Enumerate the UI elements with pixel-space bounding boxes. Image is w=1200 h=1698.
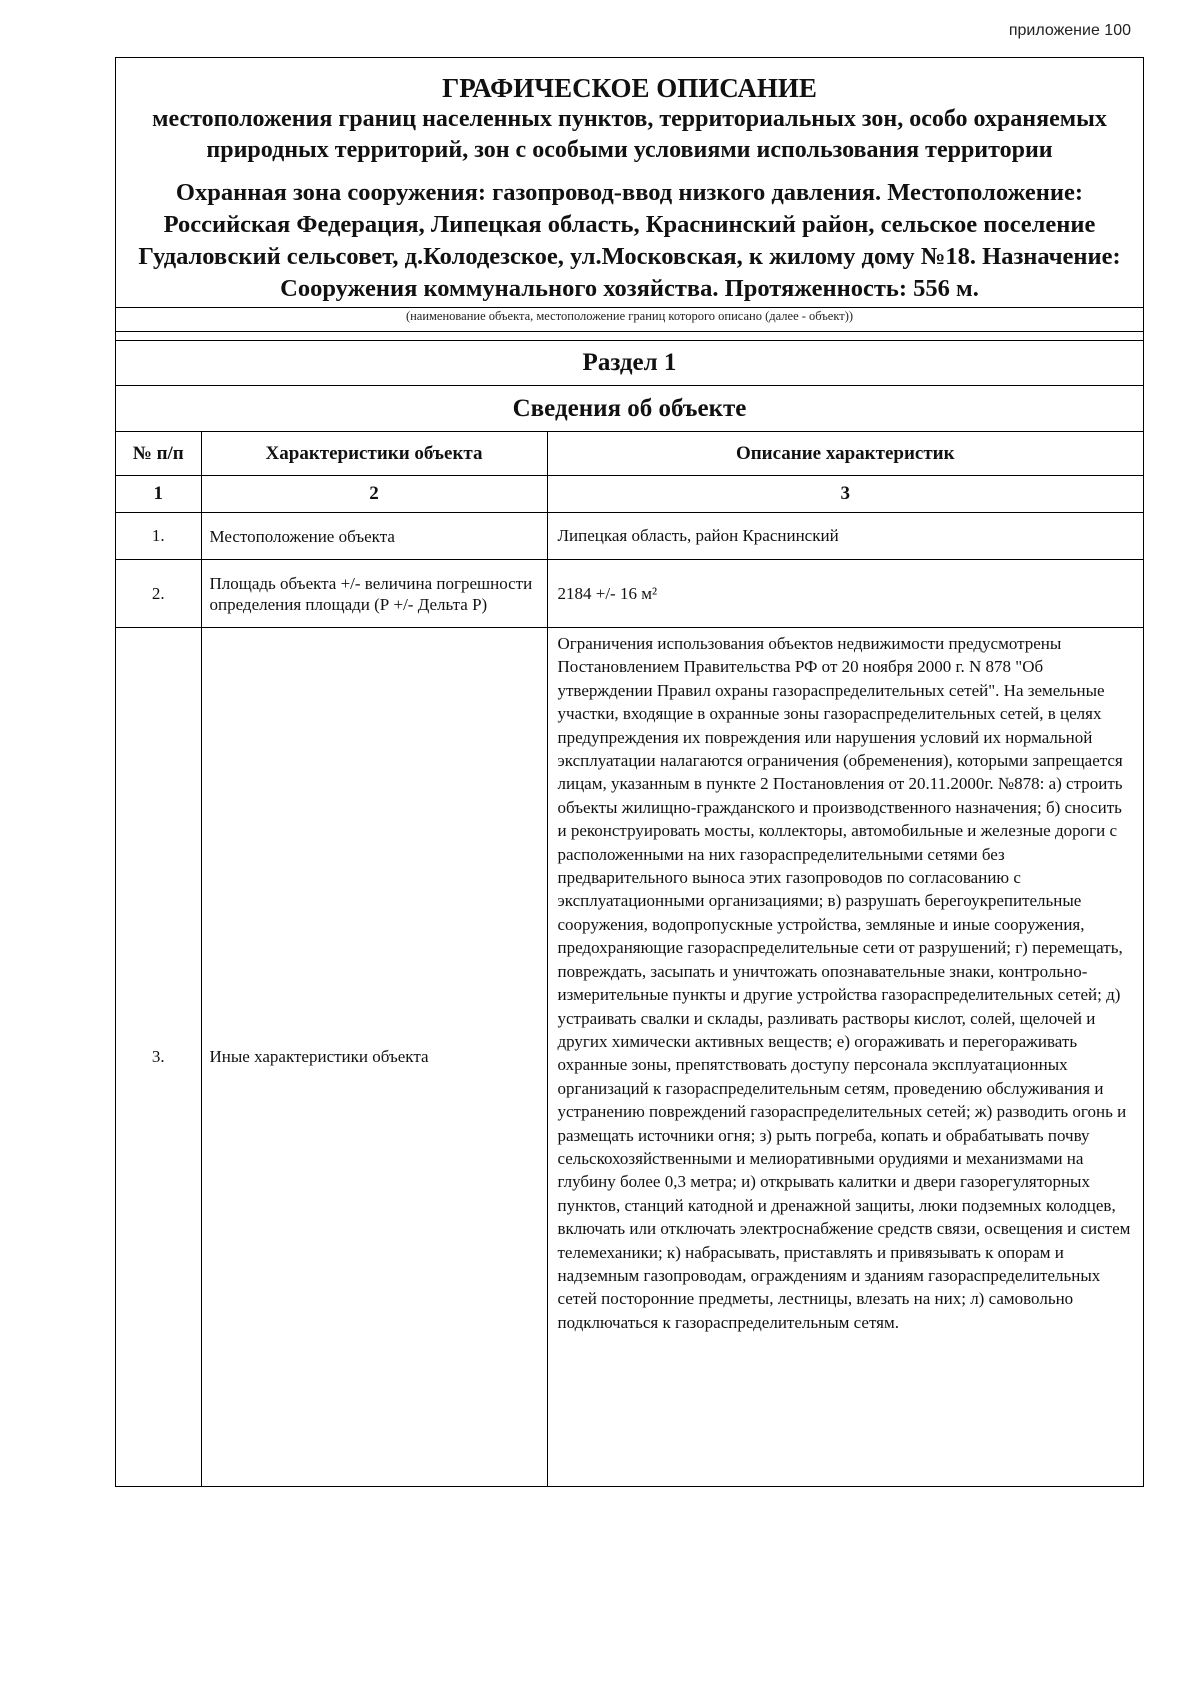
row-number: 1. bbox=[116, 513, 201, 560]
column-number: 3 bbox=[547, 476, 1143, 513]
row-description: Ограничения использования объектов недвижимости предусмотрены Постановлением Правительства РФ от 20 ноября 2000 г. N 878 "Об утверждении Правил охраны газораспределительных сетей". На земельные участки, входящие в охранные зоны газораспределительных сетей, в целях предупреждения их повреждения или нарушения условий их нормальной эксплуатации налагаются ограничения (обременения), которыми запрещается лицам, указанным в пункте 2 Постановления от 20.11.2000г. №878: а) строить объекты жилищно-гражданского и производственного назначения; б) сносить и реконструировать мосты, коллекторы, автомобильные и железные дороги с расположенными на них газораспределительными сетями без предварительного выноса этих газопроводов по согласованию с эксплуатационными организациями; в) разрушать берегоукрепительные сооружения, водопропускные устройства, земляные и иные сооружения, предохраняющие газораспределительные сети от разрушений; г) перемещать, повреждать, засыпать и уничтожать опознавательные знаки, контрольно-измерительные пункты и другие устройства газораспределительных сетей; д) устраивать свалки и склады, разливать растворы кислот, солей, щелочей и других химически активных веществ; е) огораживать и перегораживать охранные зоны, препятствовать доступу персонала эксплуатационных организаций к газораспределительным сетям, проведению обслуживания и устранению повреждений газораспределительных сетей; ж) разводить огонь и размещать источники огня; з) рыть погреба, копать и обрабатывать почву сельскохозяйственными и мелиоративными орудиями и механизмами на глубину более 0,3 метра; и) открывать калитки и двери газорегуляторных пунктов, станций катодной и дренажной защиты, люки подземных колодцев, включать или отключать электроснабжение средств связи, освещения и систем телемеханики; к) набрасывать, приставлять и привязывать к опорам и надземным газопроводам, ограждениям и зданиям газораспределительных сетей посторонние предметы, лестницы, влезать на них; л) самовольно подключаться к газораспределительным сетям. bbox=[547, 628, 1143, 1486]
document-title: ГРАФИЧЕСКОЕ ОПИСАНИЕ bbox=[442, 73, 817, 103]
spacer-row bbox=[116, 331, 1143, 340]
column-header-number: № п/п bbox=[116, 432, 201, 476]
row-characteristic: Иные характеристики объекта bbox=[201, 628, 547, 1486]
document-header bbox=[116, 58, 1143, 307]
column-number: 1 bbox=[116, 476, 201, 513]
section-title: Раздел 1 bbox=[116, 340, 1143, 385]
table-row bbox=[116, 560, 1143, 628]
description-sheet bbox=[115, 57, 1144, 1487]
row-characteristic: Площадь объекта +/- величина погрешности определения площади (Р +/- Дельта Р) bbox=[201, 560, 547, 628]
table-row bbox=[116, 513, 1143, 560]
table-header-row bbox=[116, 432, 1143, 476]
document-subtitle: местоположения границ населенных пунктов, территориальных зон, особо охраняемых природных территорий, зон с особыми условиями использования территории bbox=[152, 106, 1107, 163]
row-number: 2. bbox=[116, 560, 201, 628]
object-info-table bbox=[116, 431, 1143, 1486]
row-characteristic: Местоположение объекта bbox=[201, 513, 547, 560]
object-description: Охранная зона сооружения: газопровод-ввод низкого давления. Местоположение: Российская Федерация, Липецкая область, Краснинский район, сельское поселение Гудаловский сельсовет, д.Колодезское, ул.Московская, к жилому дому №18. Назначение: Сооружения коммунального хозяйства. Протяженность: 556 м. bbox=[138, 179, 1121, 302]
column-number-row bbox=[116, 476, 1143, 513]
table-row bbox=[116, 628, 1143, 1486]
column-header-description: Описание характеристик bbox=[547, 432, 1143, 476]
row-description: Липецкая область, район Краснинский bbox=[547, 513, 1143, 560]
appendix-label: приложение 100 bbox=[1008, 22, 1131, 39]
object-caption: (наименование объекта, местоположение границ которого описано (далее - объект)) bbox=[116, 307, 1143, 331]
row-description: 2184 +/- 16 м² bbox=[547, 560, 1143, 628]
row-number: 3. bbox=[116, 628, 201, 1486]
column-header-characteristic: Характеристики объекта bbox=[201, 432, 547, 476]
column-number: 2 bbox=[201, 476, 547, 513]
section-subtitle: Сведения об объекте bbox=[116, 385, 1143, 431]
